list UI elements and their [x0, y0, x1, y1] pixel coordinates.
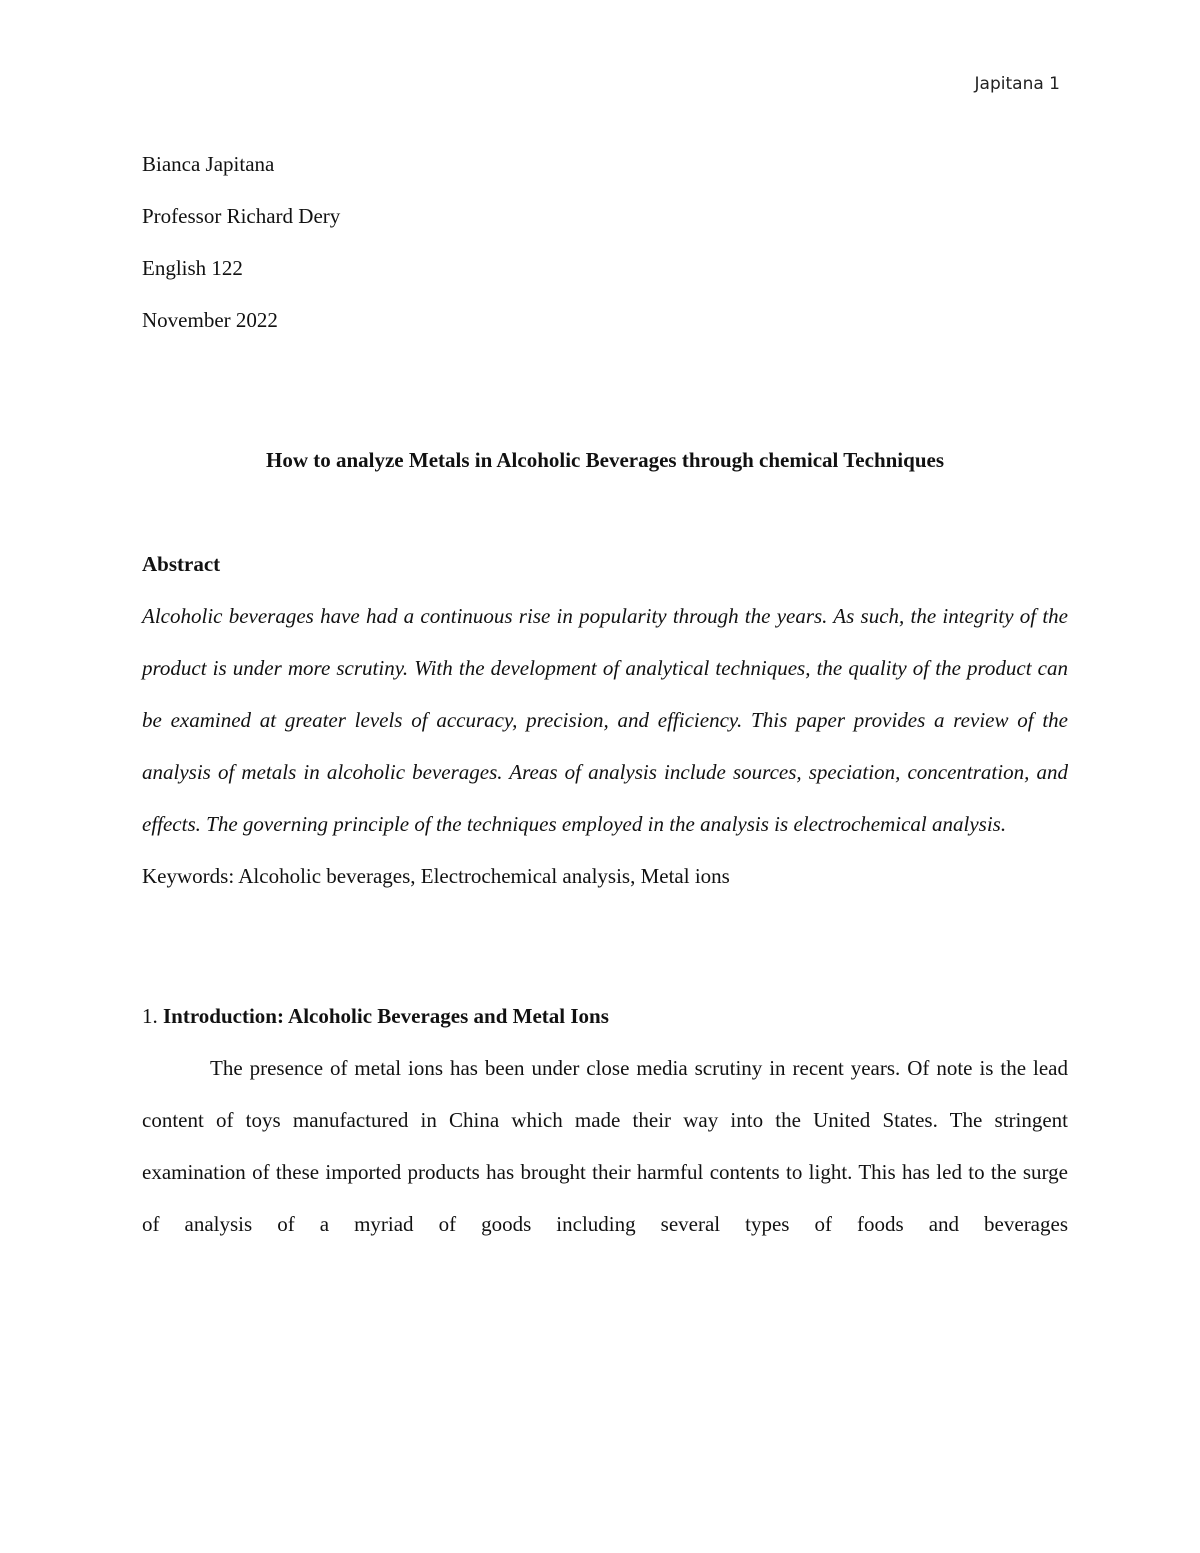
- document-date: November 2022: [142, 308, 278, 332]
- keywords-label: Keywords:: [142, 864, 235, 888]
- running-head: Japitana 1: [974, 74, 1060, 94]
- course-name: English 122: [142, 256, 243, 280]
- intro-paragraph: The presence of metal ions has been under close media scrutiny in recent years. Of note is the lead content of toys manufactured in China which made their way into the United States. The stringent examination of these imported products has brought their harmful contents to light. This has led to the surge of analysis of a myriad of goods including several types of foods and beverages: [142, 1056, 1068, 1236]
- document-body: [142, 138, 1068, 1250]
- abstract-text: Alcoholic beverages have had a continuous rise in popularity through the years. As such, the integrity of the product is under more scrutiny. With the development of analytical techniques, the quality of the product can be examined at greater levels of accuracy, precision, and efficiency. This paper provides a review of the analysis of metals in alcoholic beverages. Areas of analysis include sources, speciation, concentration, and effects. The governing principle of the techniques employed in the analysis is electrochemical analysis.: [142, 604, 1068, 836]
- abstract-heading: Abstract: [142, 552, 221, 576]
- keywords-list: Alcoholic beverages, Electrochemical analysis, Metal ions: [238, 864, 730, 888]
- author-name: Bianca Japitana: [142, 152, 275, 176]
- instructor-name: Professor Richard Dery: [142, 204, 341, 228]
- section-title: Introduction: Alcoholic Beverages and Metal Ions: [163, 1004, 609, 1028]
- keywords-line: [142, 850, 1068, 902]
- paper-title: How to analyze Metals in Alcoholic Beverages through chemical Techniques: [265, 448, 944, 472]
- section-number: 1.: [142, 1004, 158, 1028]
- section-heading: [142, 990, 1068, 1042]
